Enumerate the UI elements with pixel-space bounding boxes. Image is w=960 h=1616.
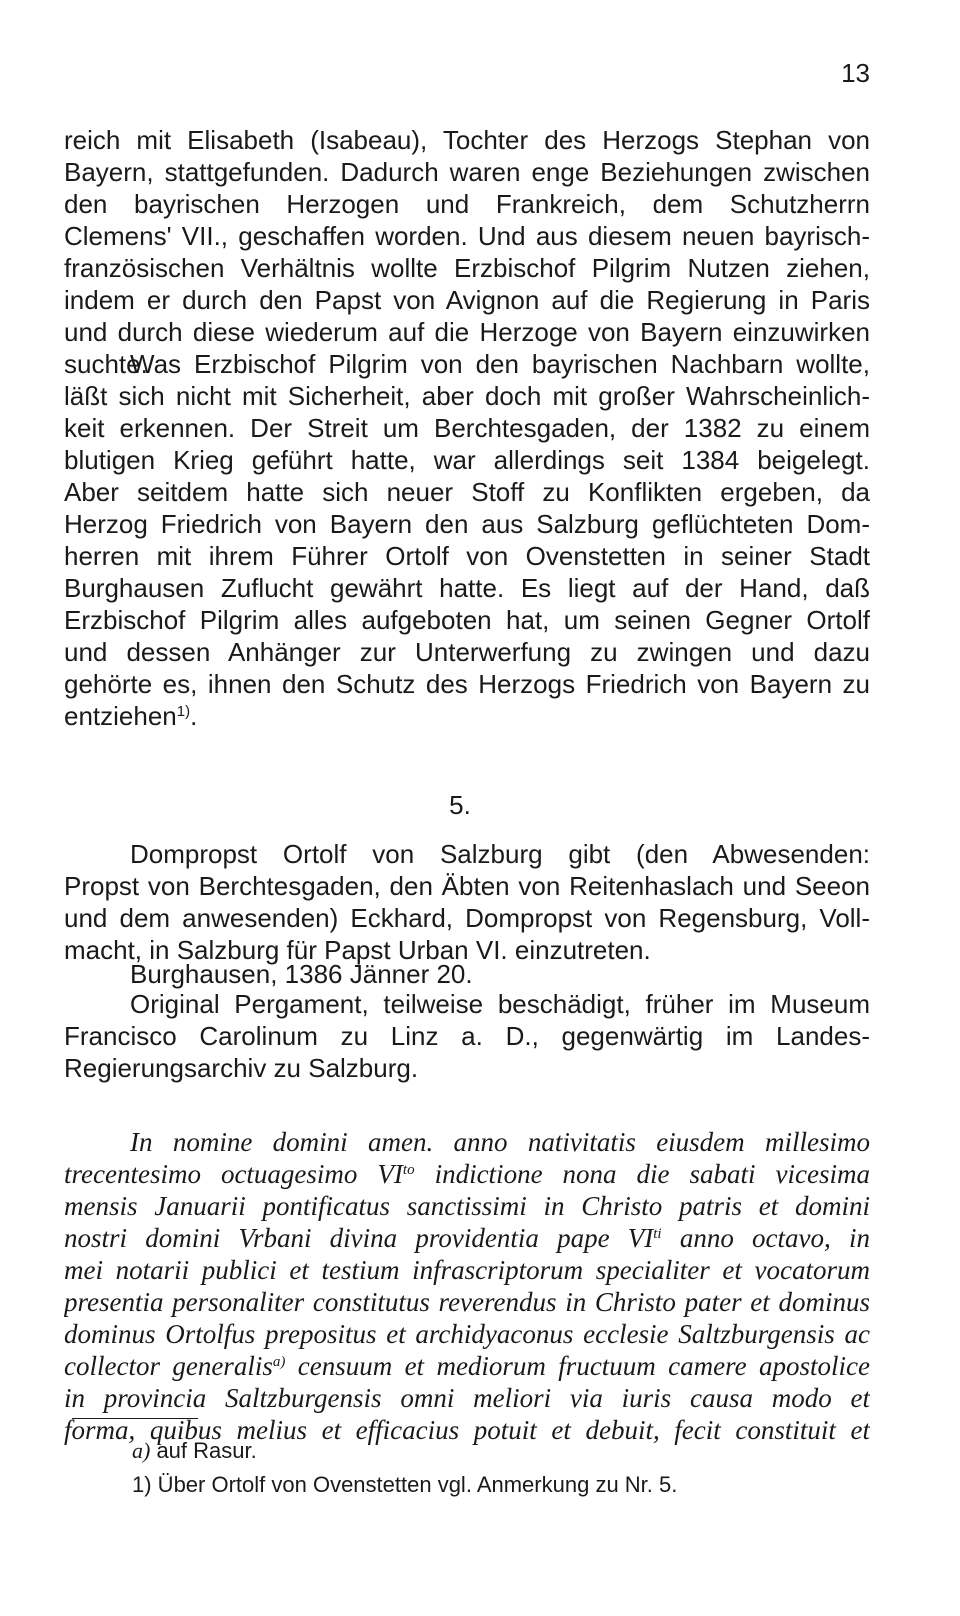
footnote-ref-1: 1) bbox=[176, 703, 191, 720]
latin-line: In nomine domini amen. anno nativitatis eiusdem millesimo bbox=[130, 1127, 870, 1157]
latin-line: dominus Ortolfus prepositus et archidyaconus ecclesie Saltzburgensis ac bbox=[64, 1319, 870, 1349]
latin-line: mensis Januarii pontificatus sanctissimi in Christo patris et domini bbox=[64, 1191, 870, 1221]
latin-text bbox=[64, 1126, 870, 1446]
source-description bbox=[64, 988, 870, 1084]
latin-segment: nostri domini Vrbani divina providentia pape VI bbox=[64, 1223, 654, 1253]
text-line: herren mit ihrem Führer Ortolf von Ovenstetten in seiner Stadt bbox=[64, 541, 870, 571]
latin-line: forma, quibus melius et efficacius potuit et debuit, fecit constituit et bbox=[64, 1415, 870, 1445]
latin-line bbox=[64, 1158, 870, 1190]
text-line: Francisco Carolinum zu Linz a. D., gegenwärtig im Landes- bbox=[64, 1021, 870, 1051]
text-line: reich mit Elisabeth (Isabeau), Tochter des Herzogs Stephan von bbox=[64, 125, 870, 155]
text-line: den bayrischen Herzogen und Frankreich, dem Schutzherrn bbox=[64, 189, 870, 219]
latin-segment: trecentesimo octuagesimo VI bbox=[64, 1159, 403, 1189]
paragraph-2 bbox=[64, 348, 870, 732]
text-line-last bbox=[64, 700, 870, 732]
footnote-rule bbox=[72, 1418, 198, 1419]
text-line: Bayern, stattgefunden. Dadurch waren enge Beziehungen zwischen bbox=[64, 157, 870, 187]
latin-segment: censuum et mediorum fructuum camere apostolice bbox=[285, 1351, 870, 1381]
text-line: Clemens' VII., geschaffen worden. Und aus diesem neuen bayrisch- bbox=[64, 221, 870, 251]
footnote-1 bbox=[132, 1468, 892, 1502]
text-line: Propst von Berchtesgaden, den Äbten von Reitenhaslach und Seeon bbox=[64, 871, 870, 901]
latin-line: in provincia Saltzburgensis omni meliori via iuris causa modo et bbox=[64, 1383, 870, 1413]
text-line: Erzbischof Pilgrim alles aufgeboten hat, um seinen Gegner Ortolf bbox=[64, 605, 870, 635]
latin-segment: collector generalis bbox=[64, 1351, 273, 1381]
text-line: und durch diese wiederum auf die Herzoge von Bayern einzuwirken bbox=[64, 317, 870, 347]
text-line: Burghausen Zuflucht gewährt hatte. Es liegt auf der Hand, daß bbox=[64, 573, 870, 603]
text-line: Original Pergament, teilweise beschädigt, früher im Museum bbox=[130, 989, 870, 1019]
text-line: blutigen Krieg geführt hatte, war allerdings seit 1384 beigelegt. bbox=[64, 445, 870, 475]
footnote-text: Über Ortolf von Ovenstetten vgl. Anmerkung zu Nr. 5. bbox=[151, 1472, 678, 1497]
place-date bbox=[64, 958, 870, 990]
text-line: indem er durch den Papst von Avignon auf die Regierung in Paris bbox=[64, 285, 870, 315]
text-line: keit erkennen. Der Streit um Berchtesgaden, der 1382 zu einem bbox=[64, 413, 870, 443]
text-line: gehörte es, ihnen den Schutz des Herzogs Friedrich von Bayern zu bbox=[64, 669, 870, 699]
latin-line bbox=[64, 1222, 870, 1254]
text-line: Herzog Friedrich von Bayern den aus Salzburg geflüchteten Dom- bbox=[64, 509, 870, 539]
last-line-text: entziehen bbox=[64, 701, 177, 731]
page-number: 13 bbox=[841, 58, 870, 88]
text-line: suchte. bbox=[64, 349, 148, 379]
regest bbox=[64, 838, 870, 966]
latin-line: presentia personaliter constitutus reverendus in Christo pater et dominus bbox=[64, 1287, 870, 1317]
text-line: Aber seitdem hatte sich neuer Stoff zu Konflikten ergeben, da bbox=[64, 477, 870, 507]
text-line: und dem anwesenden) Eckhard, Dompropst von Regensburg, Voll- bbox=[64, 903, 870, 933]
footnote-mark: 1) bbox=[132, 1472, 152, 1497]
text-line: läßt sich nicht mit Sicherheit, aber doch mit großer Wahrscheinlich- bbox=[64, 381, 870, 411]
text-line: macht, in Salzburg für Papst Urban VI. einzutreten. bbox=[64, 935, 651, 965]
footnote-ref-a: a) bbox=[272, 1354, 286, 1370]
section-number: 5. bbox=[449, 790, 471, 820]
place-date-line: Burghausen, 1386 Jänner 20. bbox=[130, 959, 473, 989]
footnote-mark: a) bbox=[132, 1438, 151, 1463]
text-line: Dompropst Ortolf von Salzburg gibt (den Abwesenden: bbox=[130, 839, 870, 869]
latin-segment: indictione nona die sabati vicesima bbox=[414, 1159, 870, 1189]
paragraph-1 bbox=[64, 124, 870, 380]
latin-line: mei notarii publici et testium infrascriptorum specialiter et vocatorum bbox=[64, 1255, 870, 1285]
superscript: to bbox=[402, 1162, 415, 1178]
text-line: Regierungsarchiv zu Salzburg. bbox=[64, 1053, 419, 1083]
last-line-end: . bbox=[190, 701, 198, 731]
footnotes bbox=[132, 1434, 892, 1502]
latin-line bbox=[64, 1350, 870, 1382]
text-line: Was Erzbischof Pilgrim von den bayrischen Nachbarn wollte, bbox=[130, 349, 870, 379]
superscript: ti bbox=[653, 1226, 662, 1242]
latin-segment: anno octavo, in bbox=[661, 1223, 870, 1253]
footnote-a bbox=[132, 1434, 892, 1468]
text-line: französischen Verhältnis wollte Erzbischof Pilgrim Nutzen ziehen, bbox=[64, 253, 870, 283]
footnote-text: auf Rasur. bbox=[150, 1438, 257, 1463]
text-line: und dessen Anhänger zur Unterwerfung zu zwingen und dazu bbox=[64, 637, 870, 667]
